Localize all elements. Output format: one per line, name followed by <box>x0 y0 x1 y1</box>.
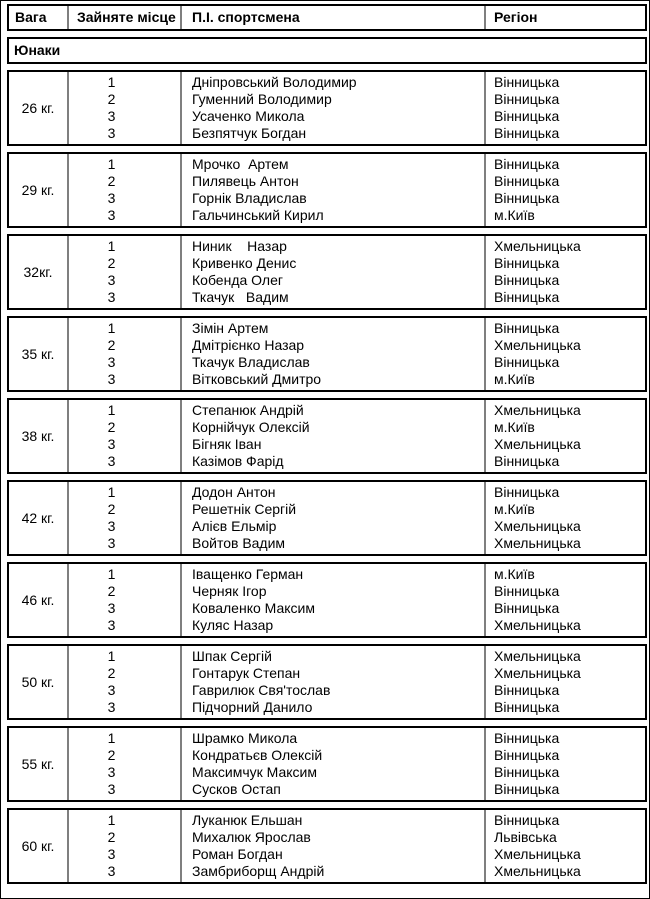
places-cell <box>67 154 180 226</box>
region-value: Вінницька <box>494 272 560 288</box>
athlete-name: Ткачук Вадим <box>192 289 289 305</box>
region-value: Хмельницька <box>494 337 581 353</box>
regions-cell <box>484 72 645 144</box>
region-value: Вінницька <box>494 453 560 469</box>
region-value: Хмельницька <box>494 535 581 551</box>
places-cell <box>67 564 180 636</box>
place-value: 3 <box>107 535 116 551</box>
athlete-name: Коваленко Максим <box>192 600 315 616</box>
athlete-name: Дніпровський Володимир <box>192 74 357 90</box>
region-value: Вінницька <box>494 74 560 90</box>
weight-block <box>7 726 647 802</box>
athlete-name: Гуменний Володимир <box>192 91 332 107</box>
weight-block <box>7 808 647 884</box>
region-value: Хмельницька <box>494 648 581 664</box>
region-value: Вінницька <box>494 289 560 305</box>
athlete-name: Безпятчук Богдан <box>192 125 307 141</box>
place-value: 3 <box>107 272 116 288</box>
region-value: Вінницька <box>494 764 560 780</box>
column-header-weight: Вага <box>15 9 47 25</box>
names-cell <box>180 154 484 226</box>
athlete-name: Михалюк Ярослав <box>192 829 311 845</box>
regions-cell <box>484 400 645 472</box>
regions-cell <box>484 728 645 800</box>
regions-cell <box>484 236 645 308</box>
places-cell <box>67 318 180 390</box>
athlete-name: Мрочко Артем <box>192 156 289 172</box>
region-value: Хмельницька <box>494 665 581 681</box>
region-value: Вінницька <box>494 747 560 763</box>
place-value: 1 <box>107 566 116 582</box>
place-value: 3 <box>107 453 116 469</box>
athlete-name: Кривенко Денис <box>192 255 297 271</box>
weight-block <box>7 398 647 474</box>
place-value: 2 <box>107 91 116 107</box>
weight-label: 42 кг. <box>21 509 55 526</box>
athlete-name: Решетнік Сергій <box>192 501 297 517</box>
place-value: 3 <box>107 863 116 879</box>
place-value: 2 <box>107 419 116 435</box>
weight-label: 46 кг. <box>21 591 55 608</box>
athlete-name: Черняк Ігор <box>192 583 267 599</box>
place-value: 1 <box>107 730 116 746</box>
places-cell <box>67 72 180 144</box>
weight-label: 60 кг. <box>21 837 55 854</box>
place-value: 2 <box>107 829 116 845</box>
athlete-name: Шрамко Микола <box>192 730 298 746</box>
place-value: 3 <box>107 108 116 124</box>
athlete-name: Підчорний Данило <box>192 699 313 715</box>
place-value: 2 <box>107 337 116 353</box>
weight-label: 55 кг. <box>21 755 55 772</box>
place-value: 1 <box>107 156 116 172</box>
region-value: Вінницька <box>494 173 560 189</box>
regions-cell <box>484 154 645 226</box>
region-value: Вінницька <box>494 190 560 206</box>
region-value: Вінницька <box>494 600 560 616</box>
section-header-row <box>7 37 647 64</box>
athlete-name: Додон Антон <box>192 484 276 500</box>
weight-block <box>7 70 647 146</box>
names-cell <box>180 728 484 800</box>
region-value: м.Київ <box>494 501 535 517</box>
place-value: 3 <box>107 354 116 370</box>
region-value: Вінницька <box>494 699 560 715</box>
athlete-name: Замбриборщ Андрій <box>192 863 325 879</box>
athlete-name: Корнійчук Олексій <box>192 419 310 435</box>
athlete-name: Дмітрієнко Назар <box>192 337 305 353</box>
results-table <box>7 4 645 884</box>
place-value: 2 <box>107 583 116 599</box>
place-value: 3 <box>107 125 116 141</box>
regions-cell <box>484 810 645 882</box>
athlete-name: Шпак Сергій <box>192 648 272 664</box>
region-value: Вінницька <box>494 108 560 124</box>
region-value: Вінницька <box>494 125 560 141</box>
athlete-name: Гонтарук Степан <box>192 665 301 681</box>
names-cell <box>180 564 484 636</box>
weight-label: 29 кг. <box>21 181 55 198</box>
weight-block <box>7 152 647 228</box>
athlete-name: Роман Богдан <box>192 846 283 862</box>
place-value: 3 <box>107 682 116 698</box>
athlete-name: Вітковський Дмитро <box>192 371 322 387</box>
region-value: Хмельницька <box>494 238 581 254</box>
region-value: м.Київ <box>494 207 535 223</box>
column-header-athlete: П.І. спортсмена <box>180 6 484 29</box>
region-value: Вінницька <box>494 682 560 698</box>
athlete-name: Гаврилюк Свя'тослав <box>192 682 331 698</box>
weight-label: 26 кг. <box>21 99 55 116</box>
regions-cell <box>484 482 645 554</box>
place-value: 3 <box>107 846 116 862</box>
athlete-name: Кобенда Олег <box>192 272 283 288</box>
region-value: Хмельницька <box>494 518 581 534</box>
names-cell <box>180 72 484 144</box>
region-value: Вінницька <box>494 320 560 336</box>
place-value: 3 <box>107 436 116 452</box>
athlete-name: Максимчук Максим <box>192 764 317 780</box>
place-value: 3 <box>107 371 116 387</box>
place-value: 2 <box>107 747 116 763</box>
athlete-name: Гальчинський Кирил <box>192 207 324 223</box>
place-value: 2 <box>107 501 116 517</box>
names-cell <box>180 482 484 554</box>
region-value: Львівська <box>494 829 557 845</box>
regions-cell <box>484 564 645 636</box>
place-value: 3 <box>107 207 116 223</box>
names-cell <box>180 236 484 308</box>
places-cell <box>67 236 180 308</box>
place-value: 1 <box>107 238 116 254</box>
place-value: 1 <box>107 812 116 828</box>
place-value: 1 <box>107 74 116 90</box>
athlete-name: Алієв Ельмір <box>192 518 277 534</box>
place-value: 1 <box>107 648 116 664</box>
athlete-name: Войтов Вадим <box>192 535 286 551</box>
place-value: 3 <box>107 781 116 797</box>
athlete-name: Ткачук Владислав <box>192 354 310 370</box>
athlete-name: Куляс Назар <box>192 617 274 633</box>
place-value: 1 <box>107 402 116 418</box>
athlete-name: Пилявець Антон <box>192 173 299 189</box>
place-value: 3 <box>107 600 116 616</box>
region-value: Вінницька <box>494 156 560 172</box>
region-value: Вінницька <box>494 812 560 828</box>
region-value: Вінницька <box>494 354 560 370</box>
place-value: 2 <box>107 173 116 189</box>
place-value: 2 <box>107 255 116 271</box>
places-cell <box>67 482 180 554</box>
weight-label: 38 кг. <box>21 427 55 444</box>
region-value: Вінницька <box>494 583 560 599</box>
place-value: 1 <box>107 320 116 336</box>
region-value: Хмельницька <box>494 402 581 418</box>
region-value: Вінницька <box>494 91 560 107</box>
names-cell <box>180 318 484 390</box>
athlete-name: Казімов Фарід <box>192 453 284 469</box>
region-value: Хмельницька <box>494 863 581 879</box>
names-cell <box>180 810 484 882</box>
weight-label: 32кг. <box>23 263 53 280</box>
weight-label: 35 кг. <box>21 345 55 362</box>
athlete-name: Сусков Остап <box>192 781 281 797</box>
athlete-name: Степанюк Андрій <box>192 402 304 418</box>
regions-cell <box>484 318 645 390</box>
regions-cell <box>484 646 645 718</box>
athlete-name: Ниник Назар <box>192 238 287 254</box>
region-value: Хмельницька <box>494 436 581 452</box>
weight-block <box>7 316 647 392</box>
weight-block <box>7 480 647 556</box>
region-value: м.Київ <box>494 371 535 387</box>
region-value: Вінницька <box>494 781 560 797</box>
place-value: 2 <box>107 665 116 681</box>
region-value: Вінницька <box>494 484 560 500</box>
weight-block <box>7 562 647 638</box>
table-header-row <box>7 4 647 31</box>
athlete-name: Кондратьєв Олексій <box>192 747 323 763</box>
weight-label: 50 кг. <box>21 673 55 690</box>
column-header-place: Зайняте місце <box>67 6 180 29</box>
place-value: 3 <box>107 764 116 780</box>
places-cell <box>67 810 180 882</box>
region-value: Вінницька <box>494 730 560 746</box>
athlete-name: Луканюк Ельшан <box>192 812 303 828</box>
athlete-name: Бігняк Іван <box>192 436 262 452</box>
athlete-name: Горнік Владислав <box>192 190 307 206</box>
place-value: 3 <box>107 518 116 534</box>
names-cell <box>180 646 484 718</box>
column-header-region: Регіон <box>484 6 645 29</box>
places-cell <box>67 400 180 472</box>
place-value: 1 <box>107 484 116 500</box>
place-value: 3 <box>107 617 116 633</box>
region-value: м.Київ <box>494 419 535 435</box>
weight-block <box>7 644 647 720</box>
athlete-name: Іващенко Герман <box>192 566 304 582</box>
athlete-name: Усаченко Микола <box>192 108 305 124</box>
region-value: м.Київ <box>494 566 535 582</box>
names-cell <box>180 400 484 472</box>
place-value: 3 <box>107 289 116 305</box>
place-value: 3 <box>107 699 116 715</box>
athlete-name: Зімін Артем <box>192 320 269 336</box>
region-value: Хмельницька <box>494 617 581 633</box>
place-value: 3 <box>107 190 116 206</box>
region-value: Хмельницька <box>494 846 581 862</box>
section-title: Юнаки <box>14 42 61 58</box>
weight-block <box>7 234 647 310</box>
places-cell <box>67 646 180 718</box>
places-cell <box>67 728 180 800</box>
region-value: Вінницька <box>494 255 560 271</box>
